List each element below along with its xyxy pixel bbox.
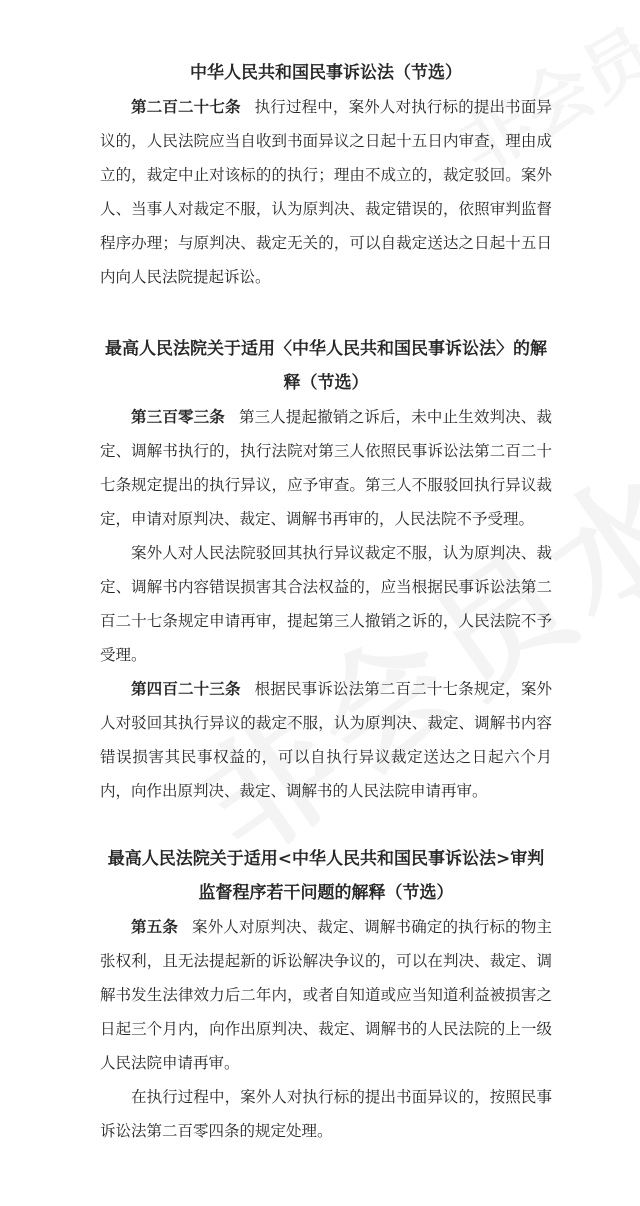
article-paragraph [100,536,552,672]
article-text: 第三人提起撤销之诉后，未中止生效判决、裁定、调解书执行的，执行法院对第三人依照民事诉讼法第二百二十七条规定提出的执行异议，应予审查。第三人不服驳回执行异议裁定，申请对原判决、裁定、调解书再审的，人民法院不予受理。 [100,408,552,528]
article-paragraph [100,910,552,1080]
section-title-civil-procedure-law: 中华人民共和国民事诉讼法（节选） [190,63,462,83]
article-text: 执行过程中，案外人对执行标的提出书面异议的，人民法院应当自收到书面异议之日起十五日内审查，理由成立的，裁定中止对该标的的执行；理由不成立的，裁定驳回。案外人、当事人对裁定不服，认为原判决、裁定错误的，依照审判监督程序办理；与原判决、裁定无关的，可以自裁定送达之日起十五日内向人民法院提起诉讼。 [100,98,552,286]
article-text: 在执行过程中，案外人对执行标的提出书面异议的，按照民事诉讼法第二百零四条的规定处理。 [100,1088,552,1140]
article-number: 第五条 [131,917,178,936]
section-title-interpretation: 最高人民法院关于适用〈中华人民共和国民事诉讼法〉的解释（节选） [105,339,547,393]
article-paragraph [100,400,552,536]
article-number: 第二百二十七条 [131,97,241,116]
article-paragraph [100,90,552,294]
article-text: 根据民事诉讼法第二百二十七条规定，案外人对驳回其执行异议的裁定不服，认为原判决、裁定、调解书内容错误损害其民事权益的，可以自执行异议裁定送达之日起六个月内，向作出原判决、裁定、调解书的人民法院申请再审。 [100,680,552,800]
section-title-trial-supervision: 最高人民法院关于适用<中华人民共和国民事诉讼法>审判监督程序若干问题的解释（节选） [107,849,545,903]
article-text: 案外人对人民法院驳回其执行异议裁定不服，认为原判决、裁定、调解书内容错误损害其合法权益的，应当根据民事诉讼法第二百二十七条规定申请再审，提起第三人撤销之诉的，人民法院不予受理。 [100,544,552,664]
article-text: 案外人对原判决、裁定、调解书确定的执行标的物主张权利，且无法提起新的诉讼解决争议的，可以在判决、裁定、调解书发生法律效力后二年内，或者自知道或应当知道利益被损害之日起三个月内，向作出原判决、裁定、调解书的人民法院的上一级人民法院申请再审。 [100,918,552,1072]
article-paragraph [100,672,552,808]
article-paragraph [100,1080,552,1148]
article-number: 第三百零三条 [131,407,225,426]
article-number: 第四百二十三条 [131,679,241,698]
